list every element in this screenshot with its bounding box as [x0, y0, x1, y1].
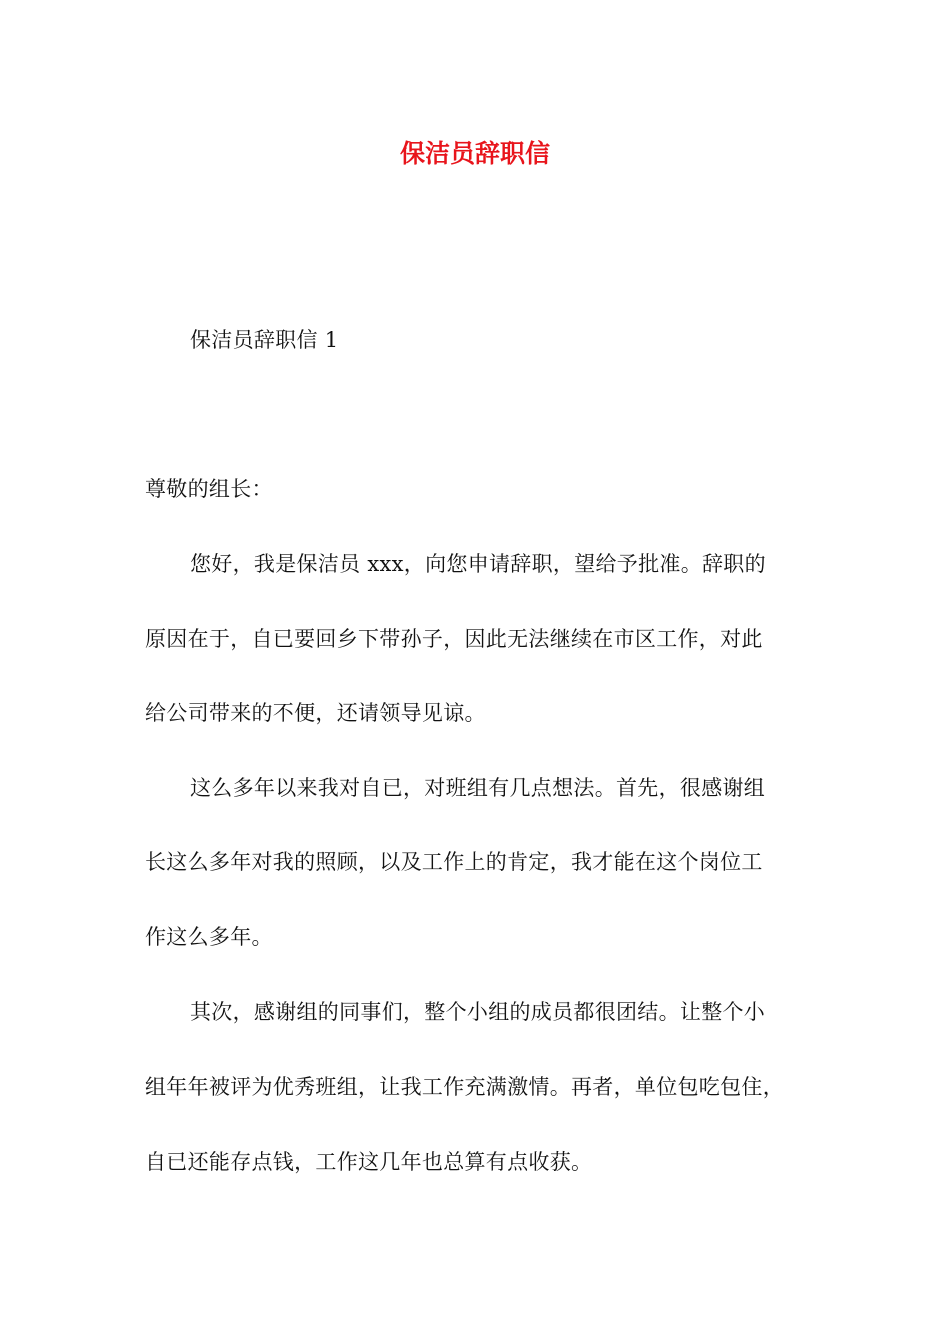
paragraph-1-line-1: 您好，我是保洁员 xxx，向您申请辞职，望给予批准。辞职的 — [190, 552, 766, 576]
paragraph-2-line-2: 长这么多年对我的照顾，以及工作上的肯定，我才能在这个岗位工 — [145, 850, 763, 874]
paragraph-3-line-2: 组年年被评为优秀班组，让我工作充满激情。再者，单位包吃包住， — [145, 1075, 784, 1099]
paragraph-1-line-2: 原因在于，自已要回乡下带孙子，因此无法继续在市区工作，对此 — [145, 627, 763, 651]
paragraph-3-line-1: 其次，感谢组的同事们，整个小组的成员都很团结。让整个小 — [190, 1000, 766, 1024]
salutation: 尊敬的组长： — [145, 477, 273, 501]
document-title: 保洁员辞职信 — [399, 139, 550, 168]
paragraph-2-line-3: 作这么多年。 — [145, 925, 273, 949]
paragraph-1-line-3: 给公司带来的不便，还请领导见谅。 — [145, 701, 486, 725]
paragraph-2-line-1: 这么多年以来我对自已，对班组有几点想法。首先，很感谢组 — [190, 776, 766, 800]
paragraph-3-line-3: 自已还能存点钱，工作这几年也总算有点收获。 — [145, 1150, 593, 1174]
section-heading: 保洁员辞职信 1 — [190, 328, 339, 352]
